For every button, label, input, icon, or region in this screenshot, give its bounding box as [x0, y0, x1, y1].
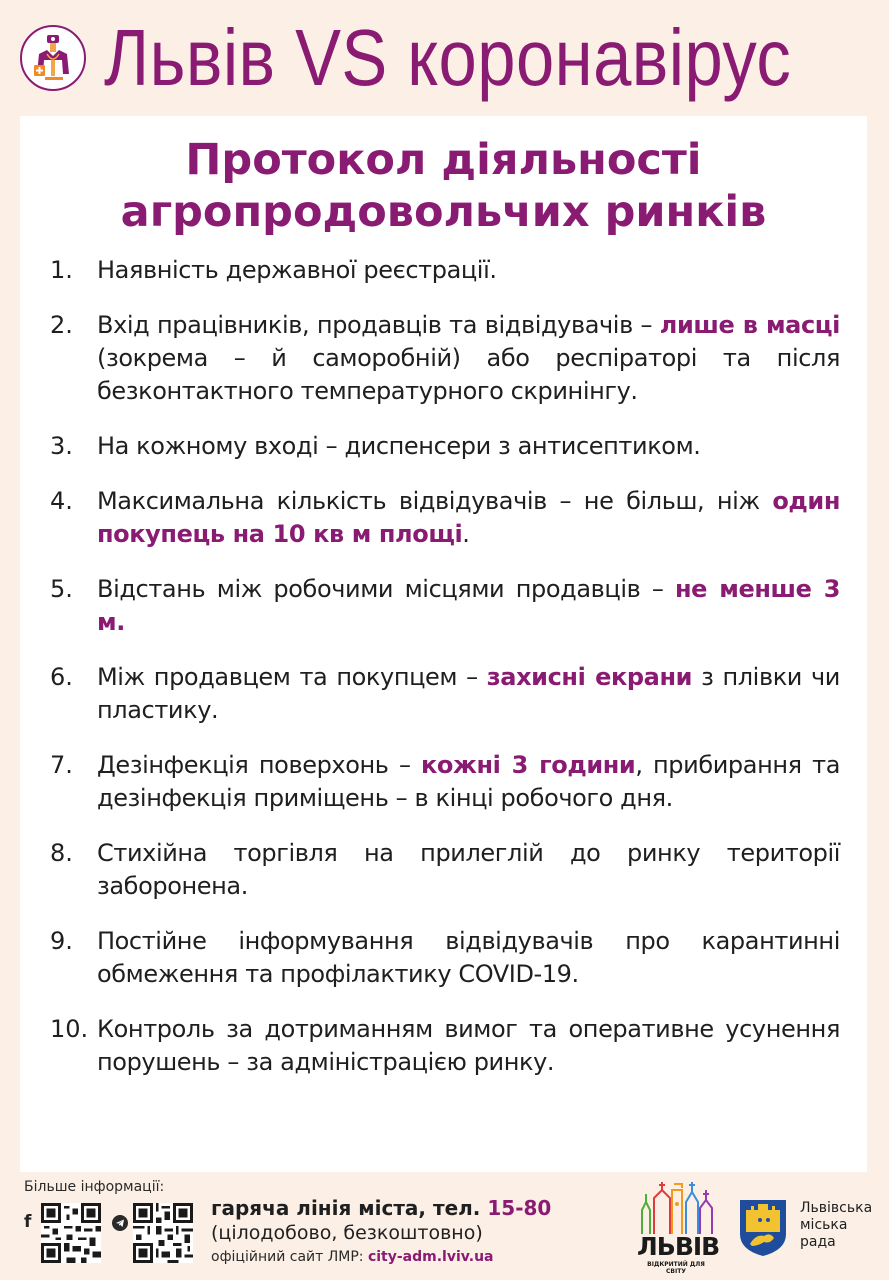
body-text: Вхід працівників, продавців та відвідувачів –: [97, 311, 660, 339]
body-text: Постійне інформування відвідувачів про карантинні обмеження та профілактику COVID-19.: [97, 927, 840, 988]
list-item: [50, 573, 840, 639]
body-text: Наявність державної реєстрації.: [97, 256, 497, 284]
highlight-text: лише в масці: [659, 311, 840, 339]
body-text: Відстань між робочими місцями продавців –: [97, 575, 675, 603]
body-text: з плівки чи пластику.: [97, 663, 840, 724]
lviv-logo-word: ЛЬВІВ: [637, 1232, 720, 1261]
page-title-line2: агропродовольчих ринків: [120, 187, 767, 237]
list-item: [50, 309, 840, 408]
doctor-emblem-icon: [20, 25, 86, 91]
list-item-text: [97, 925, 840, 991]
list-item-text: [97, 485, 840, 551]
telegram-qr-code[interactable]: [133, 1203, 193, 1263]
list-item-number: 6.: [50, 663, 73, 691]
facebook-qr-code[interactable]: [41, 1203, 101, 1263]
page-title-line1: Протокол діяльності: [185, 135, 702, 185]
list-item-number: 3.: [50, 432, 73, 460]
list-item-number: 5.: [50, 575, 73, 603]
list-item-text: [97, 309, 840, 408]
list-item: [50, 430, 840, 463]
city-council-label: [800, 1200, 872, 1251]
highlight-text: не менше 3 м.: [97, 575, 840, 636]
highlight-text: кожні 3 години: [421, 751, 636, 779]
footer: [0, 1172, 889, 1280]
list-item: [50, 661, 840, 727]
list-item-text: [97, 661, 840, 727]
lviv-logo-slogan: ВІДКРИТИЙ ДЛЯ СВІТУ: [647, 1261, 705, 1275]
list-item: [50, 485, 840, 551]
list-item-text: [97, 430, 840, 463]
body-text: (зокрема – й саморобній) або респіраторі та після безконтактного температурного скринінгу.: [97, 344, 840, 405]
body-text: Стихійна торгівля на прилеглій до ринку території заборонена.: [97, 839, 840, 900]
list-item-text: [97, 254, 840, 287]
protocol-card: [20, 116, 867, 1172]
header: [0, 0, 889, 116]
council-line2: міська: [800, 1217, 848, 1233]
list-item: [50, 837, 840, 903]
body-text: На кожному вході – диспенсери з антисептиком.: [97, 432, 701, 460]
site-link[interactable]: city-adm.lviv.ua: [367, 1249, 494, 1265]
body-text: Між продавцем та покупцем –: [97, 663, 487, 691]
body-text: Максимальна кількість відвідувачів – не більш, ніж: [97, 487, 773, 515]
site-label: офіційний сайт ЛМР:: [211, 1249, 368, 1265]
lviv-coat-of-arms-icon: [740, 1200, 786, 1256]
list-item-number: 4.: [50, 487, 73, 515]
page-title: [20, 134, 867, 238]
body-text: Дезінфекція поверхонь –: [97, 751, 422, 779]
list-item-text: [97, 749, 840, 815]
list-item-number: 1.: [50, 256, 73, 284]
highlight-text: захисні екрани: [486, 663, 693, 691]
app-title: Львів VS коронавірус: [104, 13, 792, 102]
list-item-text: [97, 837, 840, 903]
highlight-text: один покупець на 10 кв м площі: [97, 487, 840, 548]
list-item-number: 7.: [50, 751, 73, 779]
telegram-icon[interactable]: [112, 1215, 128, 1231]
hotline-phone[interactable]: 15-80: [487, 1196, 552, 1220]
hotline-hours: (цілодобово, безкоштовно): [211, 1222, 483, 1244]
rules-list: [50, 254, 840, 1101]
council-line3: рада: [800, 1234, 836, 1250]
council-line1: Львівська: [800, 1200, 873, 1216]
list-item: [50, 1013, 840, 1079]
body-text: .: [462, 520, 470, 548]
list-item: [50, 925, 840, 991]
more-info-label: Більше інформації:: [24, 1179, 165, 1195]
body-text: Контроль за дотриманням вимог та оперативне усунення порушень – за адміністрацією ринку.: [97, 1015, 840, 1076]
body-text: , прибирання та дезінфекція приміщень – в кінці робочого дня.: [97, 751, 841, 812]
list-item: [50, 254, 840, 287]
list-item-text: [97, 1013, 840, 1079]
list-item: [50, 749, 840, 815]
hotline-text: [211, 1196, 551, 1220]
list-item-number: 9.: [50, 927, 73, 955]
facebook-icon[interactable]: f: [24, 1212, 32, 1232]
hotline-label: гаряча лінія міста, тел.: [211, 1196, 488, 1220]
official-site: [211, 1249, 494, 1265]
list-item-number: 2.: [50, 311, 73, 339]
list-item-number: 10.: [50, 1015, 89, 1043]
list-item-text: [97, 573, 840, 639]
list-item-number: 8.: [50, 839, 73, 867]
